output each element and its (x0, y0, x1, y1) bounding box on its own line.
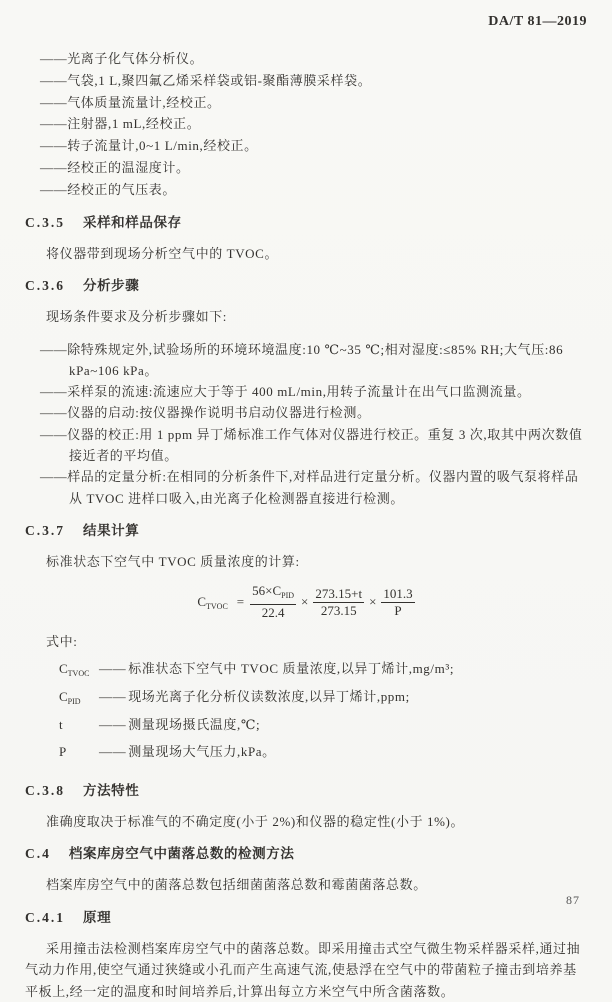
section-title: 结果计算 (82, 522, 140, 538)
list-item: ——注射器,1 mL,经校正。 (40, 116, 201, 132)
fraction-3: $\frac{101.3}{P}$ (383, 585, 413, 618)
section-title: 档案库房空气中菌落总数的检测方法 (68, 846, 295, 862)
list-item: ——经校正的温湿度计。 (40, 159, 190, 175)
symbol: $C_{TVOC}$ (59, 661, 90, 679)
step-item: ——仪器的启动:按仪器操作说明书启动仪器进行检测。 (40, 405, 371, 421)
definition-row: t —— 测量现场摄氏温度,℃; (59, 714, 587, 742)
section-heading-c35 (25, 214, 587, 232)
definition-text: 测量现场摄氏温度,℃; (128, 716, 261, 732)
page-header (25, 12, 587, 32)
step-item: ——仪器的校正:用 1 ppm 异丁烯标准工作气体对仪器进行校正。重复 3 次,取其中两次数值接近者的平均值。 (40, 426, 583, 464)
symbol: $C_{PID}$ (59, 689, 81, 707)
definition-text: 标准状态下空气中 TVOC 质量浓度,以异丁烯计,mg/m³; (128, 661, 455, 677)
equals-sign: = (236, 594, 245, 610)
section-body-c41: 采用撞击法检测档案库房空气中的菌落总数。即采用撞击式空气微生物采样器采样,通过抽气动力作用,使空气通过狭缝或小孔而产生高速气流,使悬浮在空气中的带菌粒子撞击到培养基平板上,经一定的温度和时间培养后,计算出每立方米空气中所含菌落数。 (25, 940, 581, 999)
definition-row: $C_{TVOC}$ —— 标准状态下空气中 TVOC 质量浓度,以异丁烯计,mg/m³; (59, 658, 587, 686)
section-body-c38: 准确度取决于标准气的不确定度(小于 2%)和仪器的稳定性(小于 1%)。 (46, 813, 465, 829)
definition-row: P —— 测量现场大气压力,kPa。 (59, 741, 587, 769)
multiply-sign: × (369, 594, 377, 610)
section-intro-c36: 现场条件要求及分析步骤如下: (46, 309, 228, 325)
symbol-definitions (25, 658, 587, 768)
step-item: ——样品的定量分析:在相同的分析条件下,对样品进行定量分析。仪器内置的吸气泵将样品从 TVOC 进样口吸入,由光离子化检测器直接进行检测。 (40, 469, 579, 506)
tvoc-concentration-formula (25, 583, 587, 621)
section-number: C.3.6 (25, 278, 65, 294)
step-item: ——除特殊规定外,试验场所的环境环境温度:10 ℃~35 ℃;相对湿度:≤85% RH;大气压:86 kPa~106 kPa。 (40, 341, 564, 378)
page-number: 87 (566, 893, 580, 907)
symbol: P (59, 744, 67, 760)
section-heading-c38 (25, 782, 587, 800)
section-number: C.4.1 (25, 909, 65, 925)
section-body-c4: 档案库房空气中的菌落总数包括细菌菌落总数和霉菌菌落总数。 (46, 877, 427, 893)
section-title: 原理 (82, 909, 112, 925)
section-number: C.3.7 (25, 522, 65, 538)
where-label: 式中: (46, 634, 78, 650)
step-item: ——采样泵的流速:流速应大于等于 400 mL/min,用转子流量计在出气口监测流量。 (40, 384, 531, 400)
standard-number: DA/T 81—2019 (488, 14, 587, 29)
section-heading-c41 (25, 909, 587, 927)
section-number: C.4 (25, 846, 51, 862)
list-item: ——转子流量计,0~1 L/min,经校正。 (40, 138, 258, 154)
definition-text: 现场光离子化分析仪读数浓度,以异丁烯计,ppm; (128, 689, 410, 705)
symbol: t (59, 716, 63, 732)
analysis-steps-list (25, 339, 587, 509)
list-item: ——气体质量流量计,经校正。 (40, 94, 221, 110)
section-heading-c36 (25, 277, 587, 295)
formula-lhs: $C_{TVOC}$ (197, 593, 228, 611)
list-item: ——光离子化气体分析仪。 (40, 51, 204, 66)
definition-text: 测量现场大气压力,kPa。 (128, 744, 276, 760)
fraction-1: $\frac{56\times C_{PID}}{22.4}$ (252, 583, 295, 621)
section-heading-c37 (25, 522, 587, 540)
section-number: C.3.8 (25, 782, 65, 798)
section-heading-c4 (25, 845, 587, 863)
list-item: ——气袋,1 L,聚四氟乙烯采样袋或铝-聚酯薄膜采样袋。 (40, 72, 372, 88)
section-body-c35: 将仪器带到现场分析空气中的 TVOC。 (46, 245, 279, 261)
section-intro-c37: 标准状态下空气中 TVOC 质量浓度的计算: (46, 553, 300, 569)
fraction-2: $\frac{273.15+t}{273.15}$ (315, 585, 363, 618)
definition-row: $C_{PID}$ —— 现场光离子化分析仪读数浓度,以异丁烯计,ppm; (59, 686, 587, 714)
equipment-list (25, 48, 587, 201)
section-title: 方法特性 (82, 782, 140, 798)
section-title: 分析步骤 (82, 278, 140, 294)
multiply-sign: × (301, 594, 309, 610)
list-item: ——经校正的气压表。 (40, 181, 177, 197)
section-title: 采样和样品保存 (82, 214, 182, 230)
section-number: C.3.5 (25, 214, 65, 230)
